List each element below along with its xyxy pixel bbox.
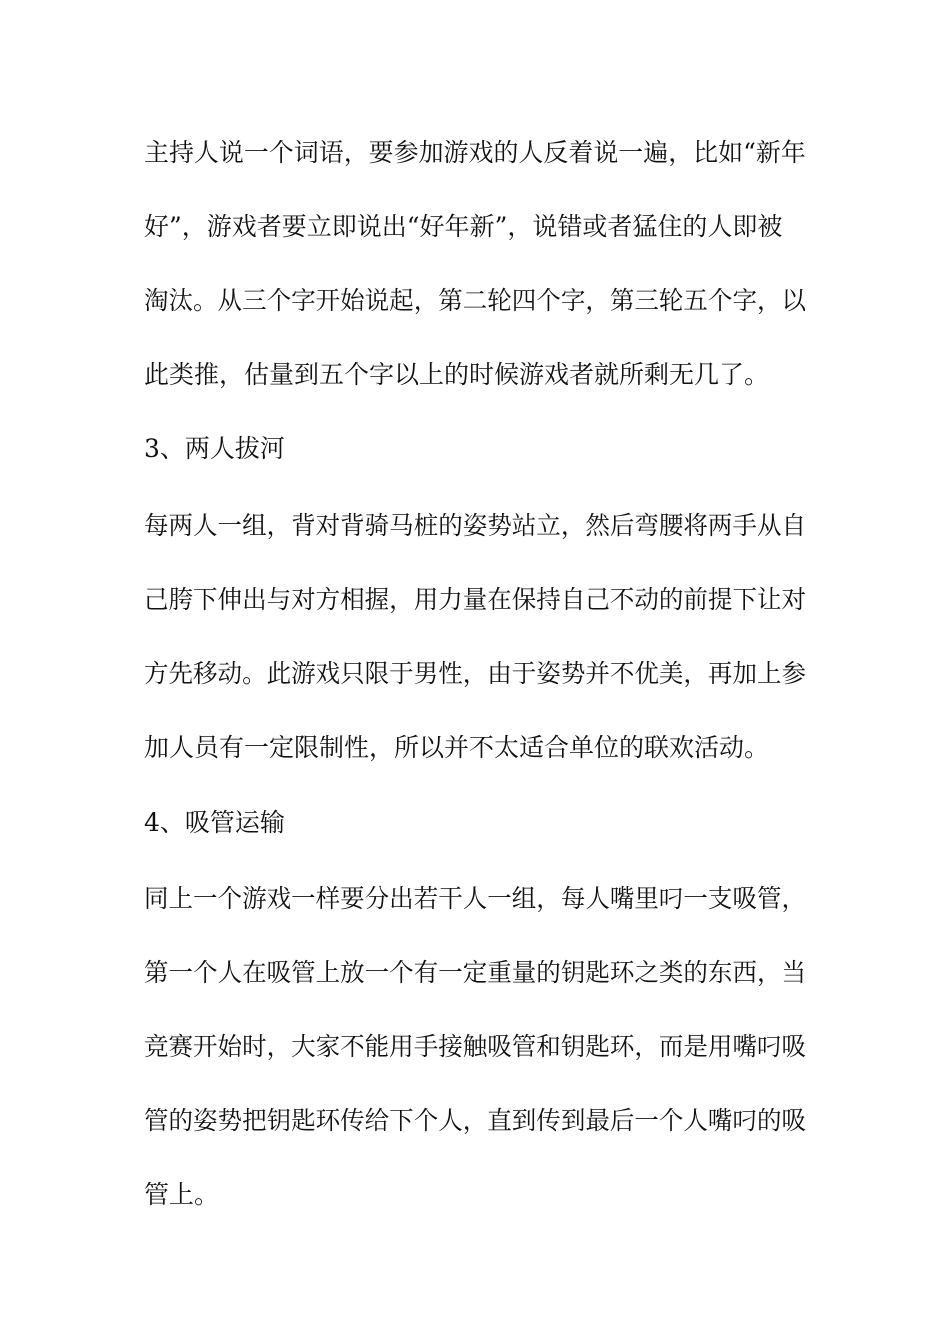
paragraph-line: 主持人说一个词语，要参加游戏的人反着说一遍，比如“新年 bbox=[144, 138, 806, 167]
paragraph-line: 好”，游戏者要立即说出“好年新”，说错或者猛住的人即被 bbox=[144, 212, 783, 241]
paragraph-line: 方先移动。此游戏只限于男性，由于姿势并不优美，再加上参 bbox=[144, 659, 807, 688]
paragraph-line: 第一个人在吸管上放一个有一定重量的钥匙环之类的东西，当 bbox=[144, 958, 807, 987]
paragraph-line: 管的姿势把钥匙环传给下个人，直到传到最后一个人嘴叼的吸 bbox=[144, 1106, 807, 1135]
paragraph-line: 淘汰。从三个字开始说起，第二轮四个字，第三轮五个字，以 bbox=[144, 286, 807, 315]
paragraph-line: 管上。 bbox=[144, 1180, 220, 1209]
paragraph-line: 此类推，估量到五个字以上的时候游戏者就所剩无几了。 bbox=[144, 360, 770, 389]
paragraph-line: 同上一个游戏一样要分出若干人一组，每人嘴里叼一支吸管， bbox=[144, 884, 807, 913]
paragraph-line: 竞赛开始时，大家不能用手接触吸管和钥匙环，而是用嘴叼吸 bbox=[144, 1032, 807, 1061]
paragraph-line: 己胯下伸出与对方相握，用力量在保持自己不动的前提下让对 bbox=[144, 585, 807, 614]
paragraph-line: 加人员有一定限制性，所以并不太适合单位的联欢活动。 bbox=[144, 733, 770, 762]
section-heading: 4、吸管运输 bbox=[144, 808, 285, 837]
paragraph-line: 每两人一组，背对背骑马桩的姿势站立，然后弯腰将两手从自 bbox=[144, 511, 807, 540]
section-heading: 3、两人拔河 bbox=[144, 434, 285, 463]
